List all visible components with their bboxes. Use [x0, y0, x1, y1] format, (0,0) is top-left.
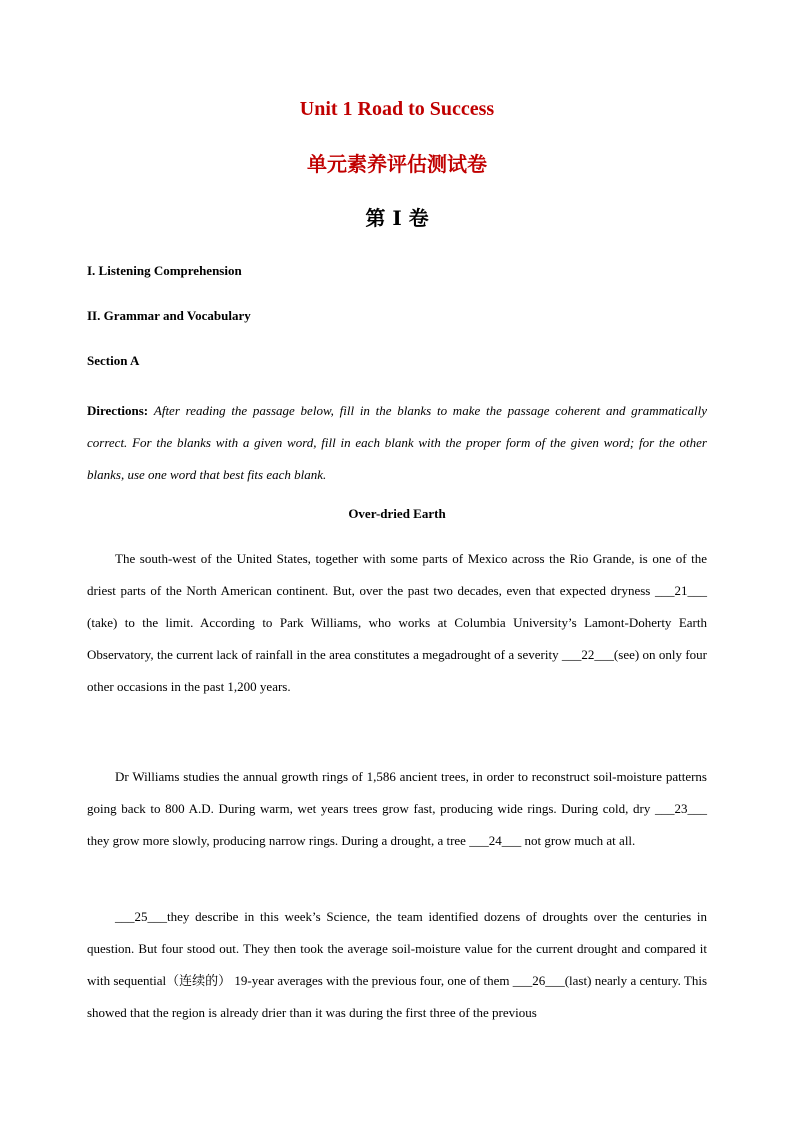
passage-title: Over-dried Earth: [348, 506, 446, 521]
section-a-heading: Section A: [87, 353, 140, 368]
volume-heading: 第 I 卷: [365, 206, 429, 230]
passage-paragraph-1: The south-west of the United States, together with some parts of Mexico across the Rio Grande, is one of the driest parts of the North American continent. But, over the past two decades, even that expected dryness ___21___ (take) to the limit. According to Park Williams, who works at Columbia University’s Lamont-Doherty Earth Observatory, the current lack of rainfall in the area constitutes a megadrought of a severity ___22___(see) on only four other occasions in the past 1,200 years.: [87, 551, 707, 694]
listening-heading: I. Listening Comprehension: [87, 263, 242, 278]
directions-label: Directions:: [87, 403, 149, 418]
grammar-heading: II. Grammar and Vocabulary: [87, 308, 251, 323]
directions-text: After reading the passage below, fill in the blanks to make the passage coherent and grammatically correct. For the blanks with a given word, fill in each blank with the proper form of the given word; for the other blanks, use one word that best fits each blank.: [87, 403, 708, 482]
passage-paragraph-3: ___25___they describe in this week’s Science, the team identified dozens of droughts over the centuries in question. But four stood out. They then took the average soil-moisture value for the current drought and compared it with sequential（连续的） 19-year averages with the previous four, one of them ___26___(last) nearly a century. This showed that the region is already drier than it was during the first three of the previous: [87, 909, 707, 1020]
directions-block: [87, 395, 707, 491]
test-subtitle: 单元素养评估测试卷: [307, 152, 487, 176]
unit-title: Unit 1 Road to Success: [299, 98, 495, 120]
passage-paragraph-2: Dr Williams studies the annual growth rings of 1,586 ancient trees, in order to reconstruct soil-moisture patterns going back to 800 A.D. During warm, wet years trees grow fast, producing wide rings. During cold, dry ___23___ they grow more slowly, producing narrow rings. During a drought, a tree ___24___ not grow much at all.: [87, 769, 707, 848]
